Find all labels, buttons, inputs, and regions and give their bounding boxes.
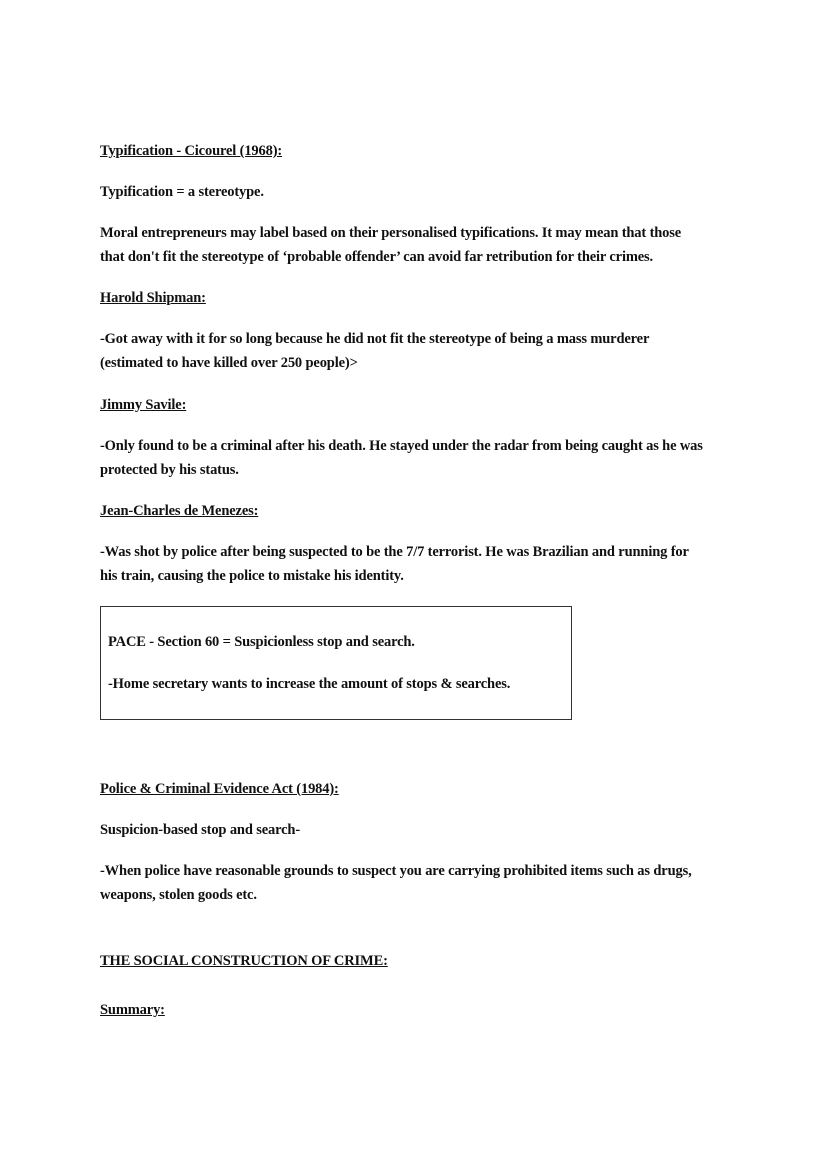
summary-heading: Summary: xyxy=(100,1002,165,1018)
shipman-heading: Harold Shipman: xyxy=(100,290,206,306)
paragraph-line: -Was shot by police after being suspected to be the 7/7 terrorist. He was Brazilian and running for xyxy=(100,544,689,560)
social-construction-heading: THE SOCIAL CONSTRUCTION OF CRIME: xyxy=(100,953,388,969)
paragraph-line: weapons, stolen goods etc. xyxy=(100,887,257,903)
paragraph-line: Moral entrepreneurs may label based on their personalised typifications. It may mean that those xyxy=(100,225,682,241)
paragraph-line: (estimated to have killed over 250 people)> xyxy=(100,355,358,371)
savile-heading: Jimmy Savile: xyxy=(100,397,187,413)
pace-section-60-box xyxy=(100,606,572,720)
paragraph-line: his train, causing the police to mistake his identity. xyxy=(100,568,404,584)
pace-heading: Police & Criminal Evidence Act (1984): xyxy=(100,781,339,797)
paragraph-line: -Got away with it for so long because he did not fit the stereotype of being a mass murderer xyxy=(100,331,650,347)
paragraph-line: that don't fit the stereotype of ‘probable offender’ can avoid far retribution for their crimes. xyxy=(100,249,654,265)
menezes-heading: Jean-Charles de Menezes: xyxy=(100,503,259,519)
box-line: -Home secretary wants to increase the amount of stops & searches. xyxy=(108,676,511,692)
paragraph-line: protected by his status. xyxy=(100,462,239,478)
typification-definition: Typification = a stereotype. xyxy=(100,184,264,200)
pace-subheading: Suspicion-based stop and search- xyxy=(100,822,300,838)
box-line: PACE - Section 60 = Suspicionless stop and search. xyxy=(108,634,415,650)
typification-heading: Typification - Cicourel (1968): xyxy=(100,143,283,159)
paragraph-line: -When police have reasonable grounds to suspect you are carrying prohibited items such as drugs, xyxy=(100,863,692,879)
paragraph-line: -Only found to be a criminal after his death. He stayed under the radar from being caught as he was xyxy=(100,438,703,454)
